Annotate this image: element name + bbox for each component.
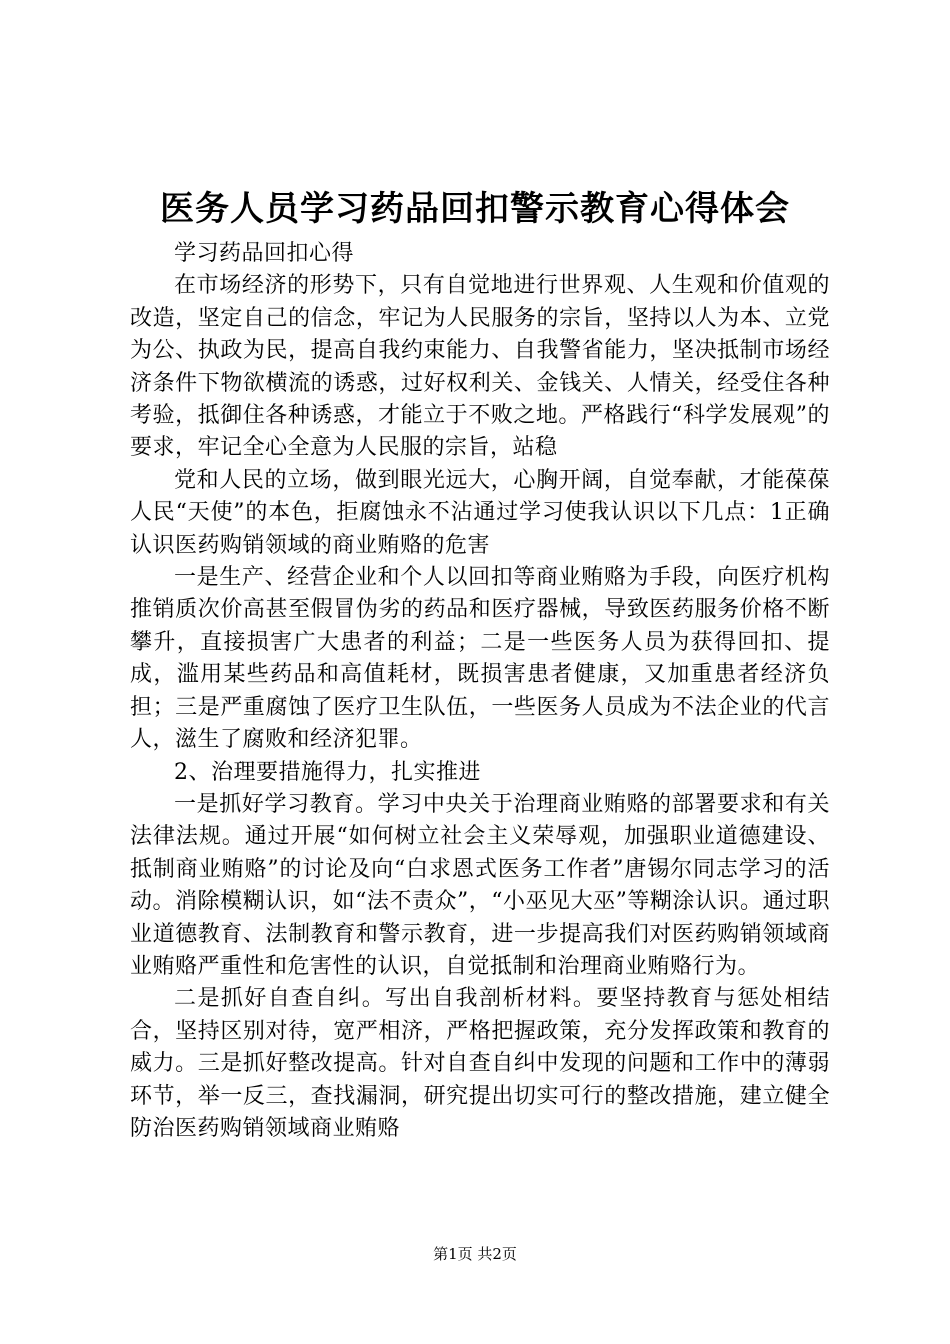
paragraph: 在市场经济的形势下，只有自觉地进行世界观、人生观和价值观的改造，坚定自己的信念，牢记为人民服务的宗旨，坚持以人为本、立党为公、执政为民，提高自我约束能力、自我警省能力，坚决抵制市场经济条件下物欲横流的诱惑，过好权利关、金钱关、人情关，经受住各种考验，抵御住各种诱惑，才能立于不败之地。严格践行“科学发展观”的要求，牢记全心全意为人民服的宗旨，站稳: [130, 273, 830, 461]
paragraph-subheading: 2、治理要措施得力，扎实推进: [174, 759, 481, 785]
paragraph: 一是生产、经营企业和个人以回扣等商业贿赂为手段，向医疗机构推销质次价高甚至假冒伪劣的药品和医疗器械，导致医药服务价格不断攀升，直接损害广大患者的利益；二是一些医务人员为获得回扣、提成，滥用某些药品和高值耗材，既损害患者健康，又加重患者经济负担；三是严重腐蚀了医疗卫生队伍，一些医务人员成为不法企业的代言人，滋生了腐败和经济犯罪。: [130, 565, 830, 753]
document-body: [130, 238, 830, 1145]
page-number-footer: 第1页 共2页: [433, 1245, 517, 1263]
paragraph: 二是抓好自查自纠。写出自我剖析材料。要坚持教育与惩处相结合，坚持区别对待，宽严相济，严格把握政策，充分发挥政策和教育的威力。三是抓好整改提高。针对自查自纠中发现的问题和工作中的薄弱环节，举一反三，查找漏洞，研究提出切实可行的整改措施，建立健全防治医药购销领域商业贿赂: [130, 986, 830, 1141]
paragraph: 党和人民的立场，做到眼光远大，心胸开阔，自觉奉献，才能葆葆人民“天使”的本色，拒腐蚀永不沾通过学习使我认识以下几点：1正确认识医药购销领域的商业贿赂的危害: [130, 467, 830, 558]
paragraph-heading: 学习药品回扣心得: [174, 241, 355, 266]
paragraph: 一是抓好学习教育。学习中央关于治理商业贿赂的部署要求和有关法律法规。通过开展“如何树立社会主义荣辱观，加强职业道德建设、抵制商业贿赂”的讨论及向“白求恩式医务工作者”唐锡尔同志学习的活动。消除模糊认识，如“法不责众”，“小巫见大巫”等糊涂认识。通过职业道德教育、法制教育和警示教育，进一步提高我们对医药购销领域商业贿赂严重性和危害性的认识，自觉抵制和治理商业贿赂行为。: [130, 791, 830, 979]
document-title: 医务人员学习药品回扣警示教育心得体会: [160, 189, 790, 229]
